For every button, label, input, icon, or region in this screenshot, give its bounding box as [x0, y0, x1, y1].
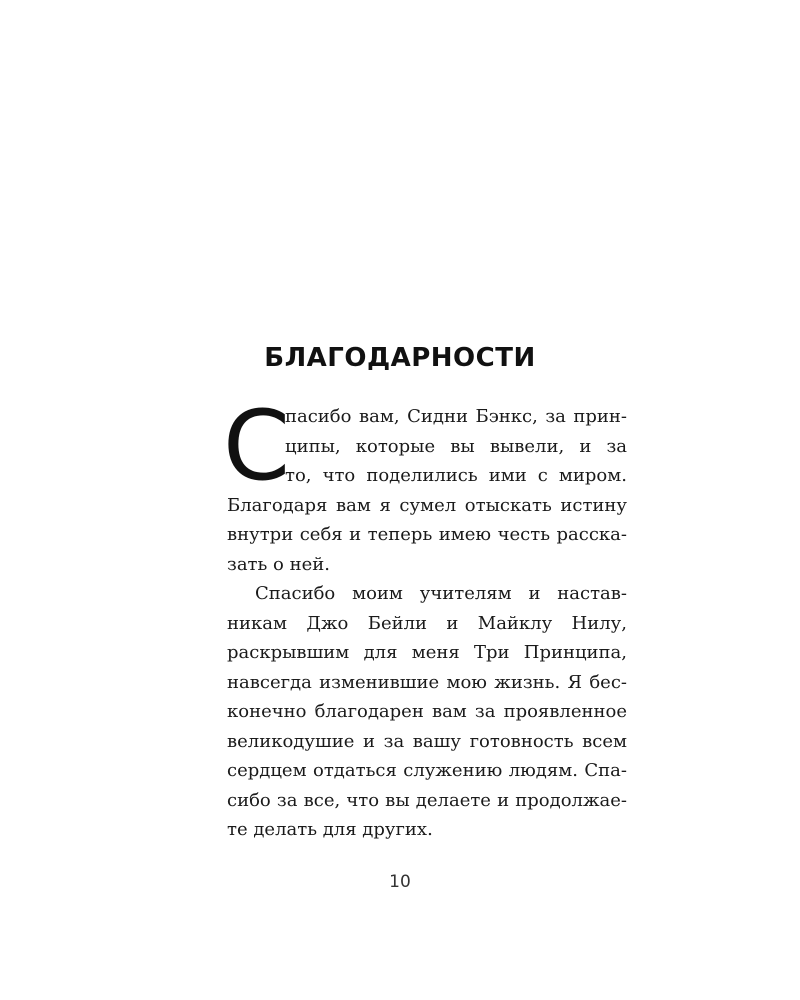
text-line: великодушие и за вашу готовность всем: [227, 730, 627, 752]
drop-cap: С: [223, 390, 291, 502]
text-line: Благодаря вам я сумел отыскать истину: [227, 494, 627, 516]
text-line: ципы, которые вы вывели, и за: [285, 435, 627, 457]
body-text: [223, 390, 627, 845]
text-line: сибо за все, что вы делаете и продолжае-: [227, 789, 627, 811]
text-line: Спасибо моим учителям и настав-: [255, 583, 627, 604]
text-line: навсегда изменившие мою жизнь. Я бес-: [227, 671, 627, 693]
text-line: то, что поделились ими с миром.: [285, 465, 627, 486]
text-line: раскрывшим для меня Три Принципа,: [227, 642, 627, 663]
text-line: сердцем отдаться служению людям. Спа-: [227, 760, 627, 781]
text-line: зать о ней.: [227, 553, 330, 575]
text-line: конечно благодарен вам за проявленное: [227, 701, 627, 722]
page-number: 10: [389, 872, 411, 892]
text-line: внутри себя и теперь имею честь расска-: [227, 524, 627, 545]
text-line: те делать для других.: [227, 819, 433, 840]
text-line: никам Джо Бейли и Майклу Нилу,: [227, 612, 627, 634]
text-line: пасибо вам, Сидни Бэнкс, за прин-: [285, 406, 627, 427]
chapter-title: БЛАГОДАРНОСТИ: [264, 343, 536, 373]
paragraph-2: [227, 579, 627, 845]
